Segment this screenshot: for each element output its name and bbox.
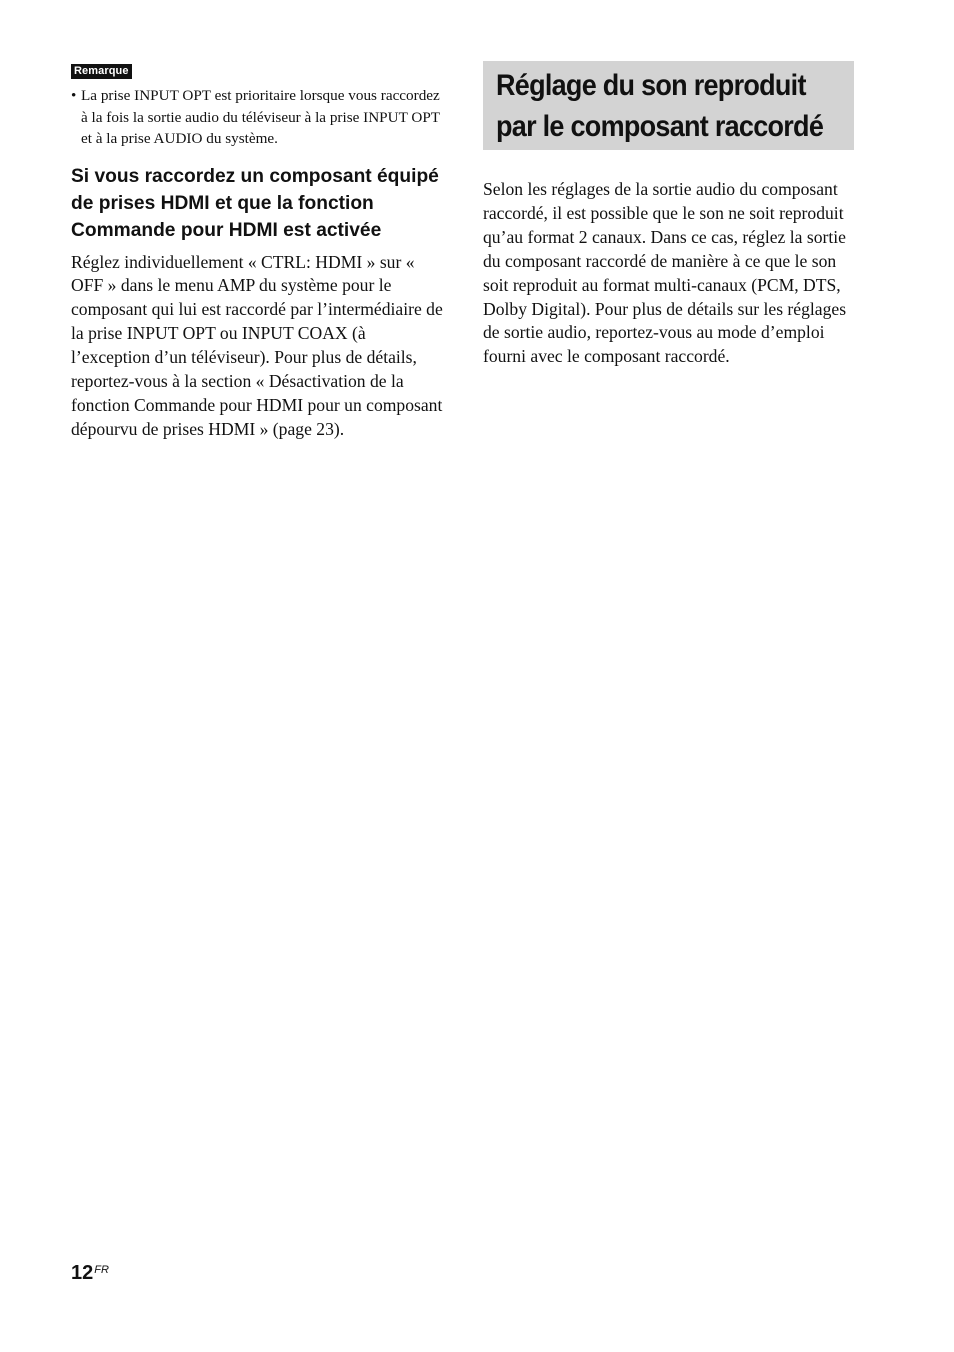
- page-language: FR: [94, 1264, 109, 1276]
- section-body: Réglez individuellement « CTRL: HDMI » sur « OFF » dans le menu AMP du système pour le composant qui lui est raccordé par l’intermédiaire de la prise INPUT OPT ou INPUT COAX (à l’exception d’un téléviseur). Pour plus de détails, reportez-vous à la section « Désactivation de la fonction Commande pour HDMI pour un composant dépourvu de prises HDMI » (page 23).: [71, 251, 443, 439]
- page-number-value: 12: [71, 1262, 94, 1284]
- page-number: [71, 1257, 109, 1286]
- left-column: [71, 61, 443, 442]
- bullet-icon: •: [71, 87, 77, 104]
- chapter-title-line-2: par le composant raccordé: [496, 110, 824, 143]
- chapter-body: Selon les réglages de la sortie audio du composant raccordé, il est possible que le son ne soit reproduit qu’au format 2 canaux. Dans ce cas, réglez la sortie du composant raccordé de manière à ce que le son soit reproduit au format multi-canaux (PCM, DTS, Dolby Digital). Pour plus de détails sur les réglages de sortie audio, reportez-vous au mode d’emploi fourni avec le composant raccordé.: [483, 179, 847, 367]
- chapter-title-box: [483, 61, 854, 150]
- chapter-title: [496, 61, 824, 147]
- note-text: La prise INPUT OPT est prioritaire lorsque vous raccordez à la fois la sortie audio du téléviseur à la prise INPUT OPT et à la prise AUDIO du système.: [81, 87, 440, 147]
- chapter-title-line-1: Réglage du son reproduit: [496, 69, 806, 102]
- note-list: [71, 85, 443, 150]
- right-column: [483, 61, 854, 369]
- note-label: Remarque: [71, 64, 132, 79]
- note-item: [71, 85, 443, 150]
- section-heading: Si vous raccordez un composant équipé de prises HDMI et que la fonction Commande pour HDMI est activée: [71, 165, 439, 241]
